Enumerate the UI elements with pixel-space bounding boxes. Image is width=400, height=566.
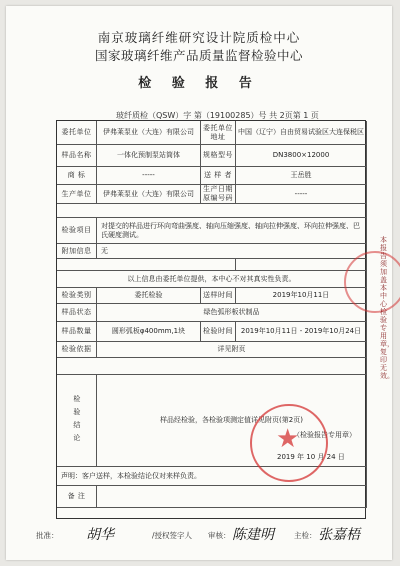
value-client-address: 中国（辽宁）自由贸易试验区大连保税区 — [236, 121, 367, 145]
label-test-date: 检验时间 — [201, 322, 236, 342]
value-conclusion: 样品经检验，各检验项测定值详见附页(第2页) — [160, 416, 303, 425]
label-trademark: 商 标 — [57, 167, 97, 185]
center-name: 国家玻璃纤维产品质量监督检验中心 — [94, 48, 303, 63]
label-sample-qty: 样品数量 — [57, 322, 97, 342]
star-icon: ★ — [276, 424, 300, 454]
report-ref: 玻纤质检（QSW）字 第（19100285）号 共 2页第 1 页 — [116, 111, 319, 120]
label-client: 委托单位 — [57, 121, 97, 145]
value-delivery-date: 2019年10月11日 — [236, 288, 367, 304]
value-sender: 王岳胜 — [236, 167, 367, 185]
blank-row-3 — [57, 358, 367, 375]
label-sample-state: 样品状态 — [57, 304, 97, 322]
value-test-date: 2019年10月11日 - 2019年10月24日 — [236, 322, 367, 342]
side-stamp — [344, 251, 400, 313]
blank-row — [57, 204, 367, 218]
reviewer-signature: 陈建明 — [232, 527, 274, 543]
report-title: 检 验 报 告 — [138, 76, 260, 91]
checker-signature: 张嘉梧 — [318, 527, 360, 543]
value-test-items: 对提交的样品进行环向弯曲强度、轴向压缩强度、轴向拉伸强度、环向拉伸强度、巴氏硬度测试。 — [97, 218, 367, 244]
stamp-caption: （检验报告专用章） — [293, 431, 356, 439]
label-conclusion: 检验结论 — [57, 375, 97, 467]
label-client-address: 委托单位地址 — [201, 121, 236, 145]
notice: 以上信息由委托单位提供，本中心不对其真实性负责。 — [57, 271, 367, 288]
signature-row — [36, 522, 376, 546]
approver-signature: 胡华 — [86, 527, 114, 543]
value-remarks — [97, 486, 367, 508]
sign-date: 2019 年 10 月 24 日 — [277, 453, 345, 461]
label-test-basis: 检验依据 — [57, 342, 97, 358]
value-info: 无 — [97, 244, 367, 259]
checker-label: 主检： — [294, 531, 317, 540]
label-sample-name: 样品名称 — [57, 145, 97, 167]
label-spec: 规格型号 — [201, 145, 236, 167]
label-remarks: 备 注 — [57, 486, 97, 508]
inspection-stamp — [250, 404, 328, 482]
blank-row-2 — [57, 259, 236, 271]
label-test-items: 检验项目 — [57, 218, 97, 244]
label-sender: 送 样 者 — [201, 167, 236, 185]
statement: 声明：客户送样，本检验结论仅对来样负责。 — [57, 467, 367, 486]
side-note: 本报告须加盖本中心检验专用章，复印无效。 — [380, 236, 394, 380]
value-sample-name: 一体化预制泵站筒体 — [97, 145, 201, 167]
authorized-label: /授权签字人 — [152, 531, 193, 540]
institute-name: 南京玻璃纤维研究设计院质检中心 — [97, 30, 301, 45]
value-test-basis: 详见附页 — [97, 342, 367, 358]
label-info: 附加信息 — [57, 244, 97, 259]
label-test-type: 检验类别 — [57, 288, 97, 304]
label-production-date: 生产日期原编号码 — [201, 185, 236, 204]
value-client: 伊弗莱泵业（大连）有限公司 — [97, 121, 201, 145]
reviewer-label: 审核： — [208, 531, 231, 540]
report-page — [6, 6, 392, 560]
label-delivery-date: 送样时间 — [201, 288, 236, 304]
value-sample-qty: 圆形弧板φ400mm,1块 — [97, 322, 201, 342]
value-sample-state: 绿色弧形板状制品 — [97, 304, 367, 322]
approver-label: 批准： — [36, 531, 59, 540]
value-spec: DN3800×12000 — [236, 145, 367, 167]
label-manufacturer: 生产单位 — [57, 185, 97, 204]
value-trademark: ----- — [97, 167, 201, 185]
value-production-date: ----- — [236, 185, 367, 204]
value-manufacturer: 伊弗莱泵业（大连）有限公司 — [97, 185, 201, 204]
value-test-type: 委托检验 — [97, 288, 201, 304]
